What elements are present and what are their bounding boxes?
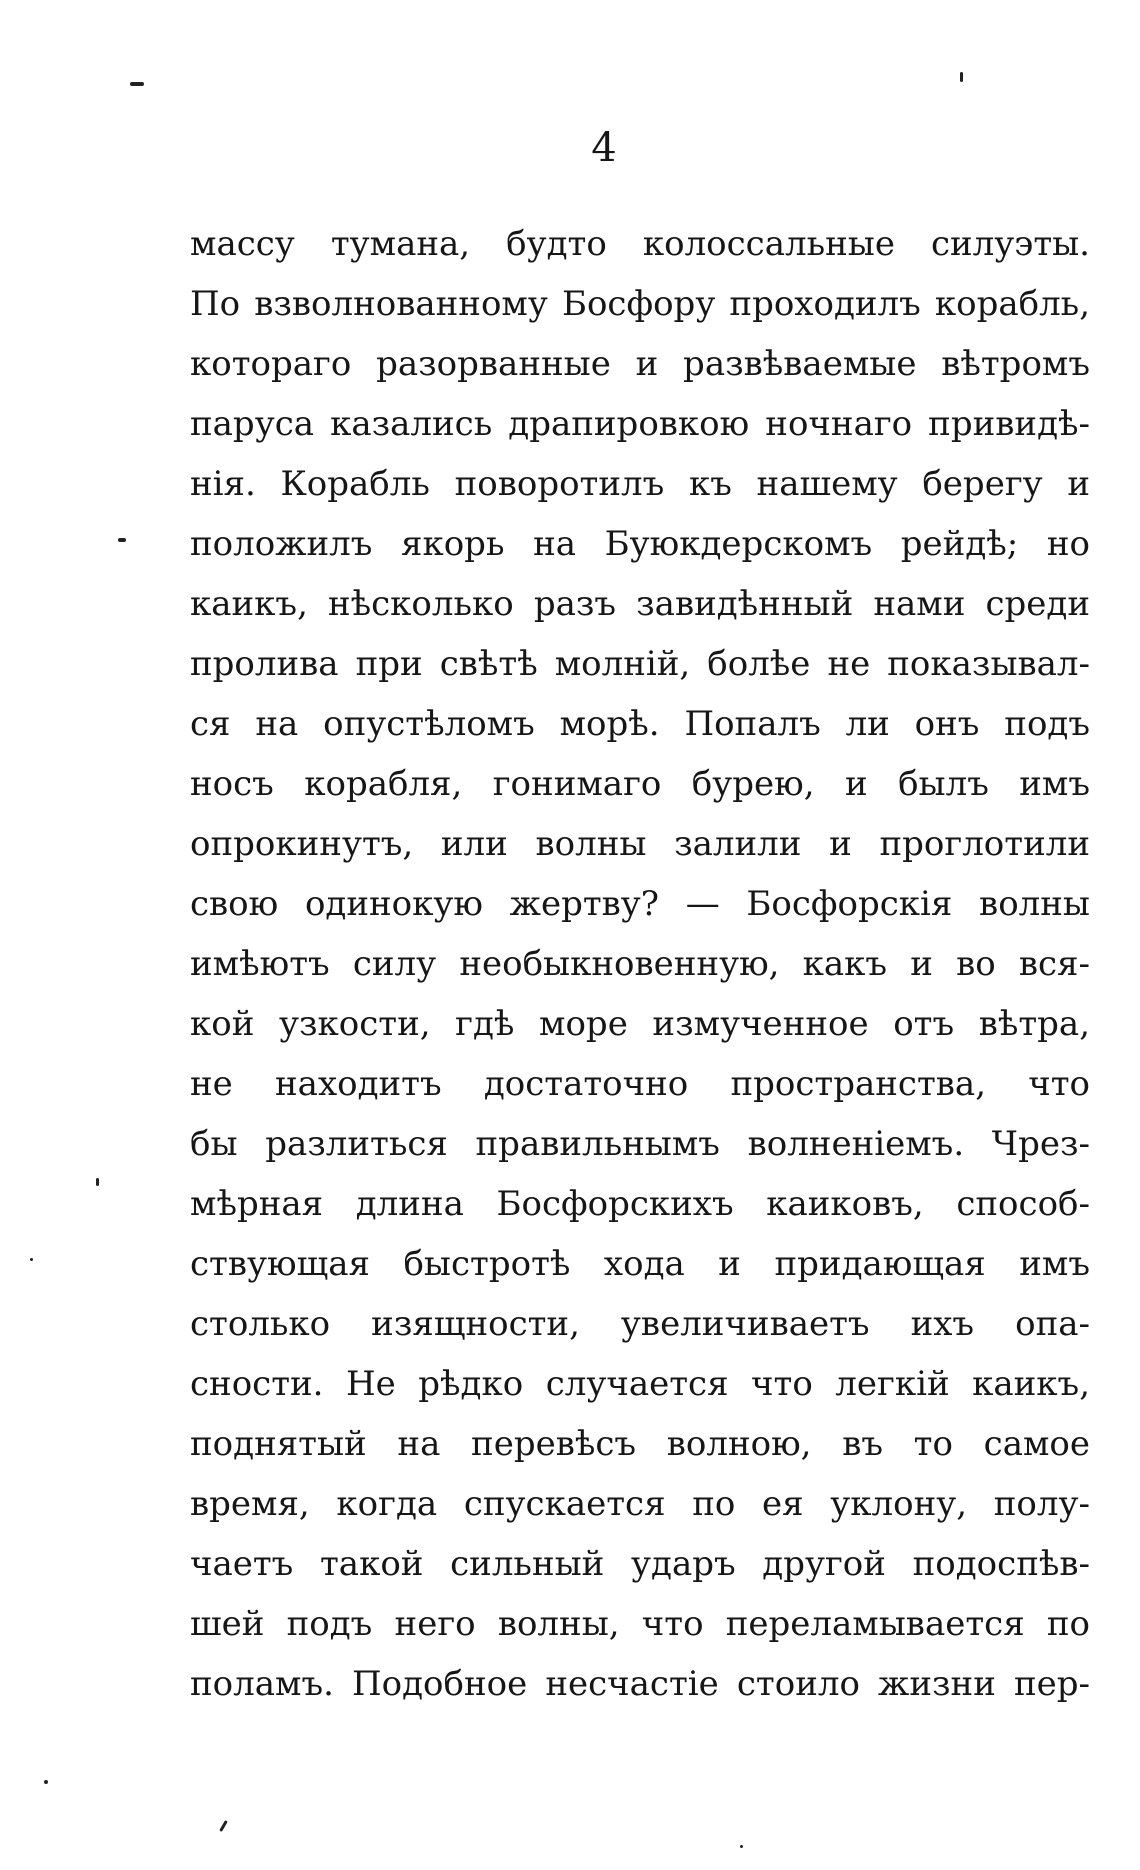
text-line: По взволнованному Босфору проходилъ корабль, bbox=[190, 284, 1090, 324]
text-line: пролива при свѣтѣ молній, болѣе не показывал- bbox=[190, 644, 1090, 684]
scan-speck bbox=[219, 1820, 228, 1832]
scan-speck bbox=[740, 1845, 743, 1848]
text-line: сности. Не рѣдко случается что легкій каикъ, bbox=[190, 1364, 1090, 1404]
text-line: мѣрная длина Босфорскихъ каиковъ, способ- bbox=[190, 1184, 1090, 1224]
text-line: нія. Корабль поворотилъ къ нашему берегу и bbox=[190, 464, 1090, 504]
text-line: поламъ. Подобное несчастіе стоило жизни пер- bbox=[190, 1664, 1090, 1704]
text-line: котораго разорванные и развѣваемые вѣтромъ bbox=[190, 344, 1090, 384]
text-line: каикъ, нѣсколько разъ завидѣнный нами среди bbox=[190, 584, 1090, 624]
text-line: чаетъ такой сильный ударъ другой подоспѣв- bbox=[190, 1544, 1090, 1584]
text-line: поднятый на перевѣсъ волною, въ то самое bbox=[190, 1424, 1090, 1464]
text-line: время, когда спускается по ея уклону, полу- bbox=[190, 1484, 1090, 1524]
text-line: массу тумана, будто колоссальные силуэты. bbox=[190, 224, 1090, 264]
scan-speck bbox=[96, 1178, 99, 1186]
text-line: шей подъ него волны, что переламывается по bbox=[190, 1604, 1090, 1644]
body-text bbox=[190, 214, 1090, 1714]
text-line: свою одинокую жертву? — Босфорскія волны bbox=[190, 884, 1090, 924]
scan-speck bbox=[44, 1780, 48, 1784]
text-line: не находитъ достаточно пространства, что bbox=[190, 1064, 1090, 1104]
scan-speck bbox=[960, 72, 963, 82]
scan-speck bbox=[130, 82, 144, 86]
scan-speck bbox=[30, 1258, 33, 1261]
text-line: носъ корабля, гонимаго бурею, и былъ имъ bbox=[190, 764, 1090, 804]
text-line: ся на опустѣломъ морѣ. Попалъ ли онъ подъ bbox=[190, 704, 1090, 744]
text-line: имѣютъ силу необыкновенную, какъ и во вся- bbox=[190, 944, 1090, 984]
text-line: кой узкости, гдѣ море измученное отъ вѣтра, bbox=[190, 1004, 1090, 1044]
page-number: 4 bbox=[591, 125, 617, 171]
text-line: положилъ якорь на Буюкдерскомъ рейдѣ; но bbox=[190, 524, 1090, 564]
scan-speck bbox=[118, 538, 126, 542]
text-line: опрокинутъ, или волны залили и проглотили bbox=[190, 824, 1090, 864]
text-line: столько изящности, увеличиваетъ ихъ опа- bbox=[190, 1304, 1090, 1344]
text-line: бы разлиться правильнымъ волненіемъ. Чрез- bbox=[190, 1124, 1090, 1164]
text-line: паруса казались драпировкою ночнаго привидѣ- bbox=[190, 404, 1090, 444]
text-line: ствующая быстротѣ хода и придающая имъ bbox=[190, 1244, 1090, 1284]
